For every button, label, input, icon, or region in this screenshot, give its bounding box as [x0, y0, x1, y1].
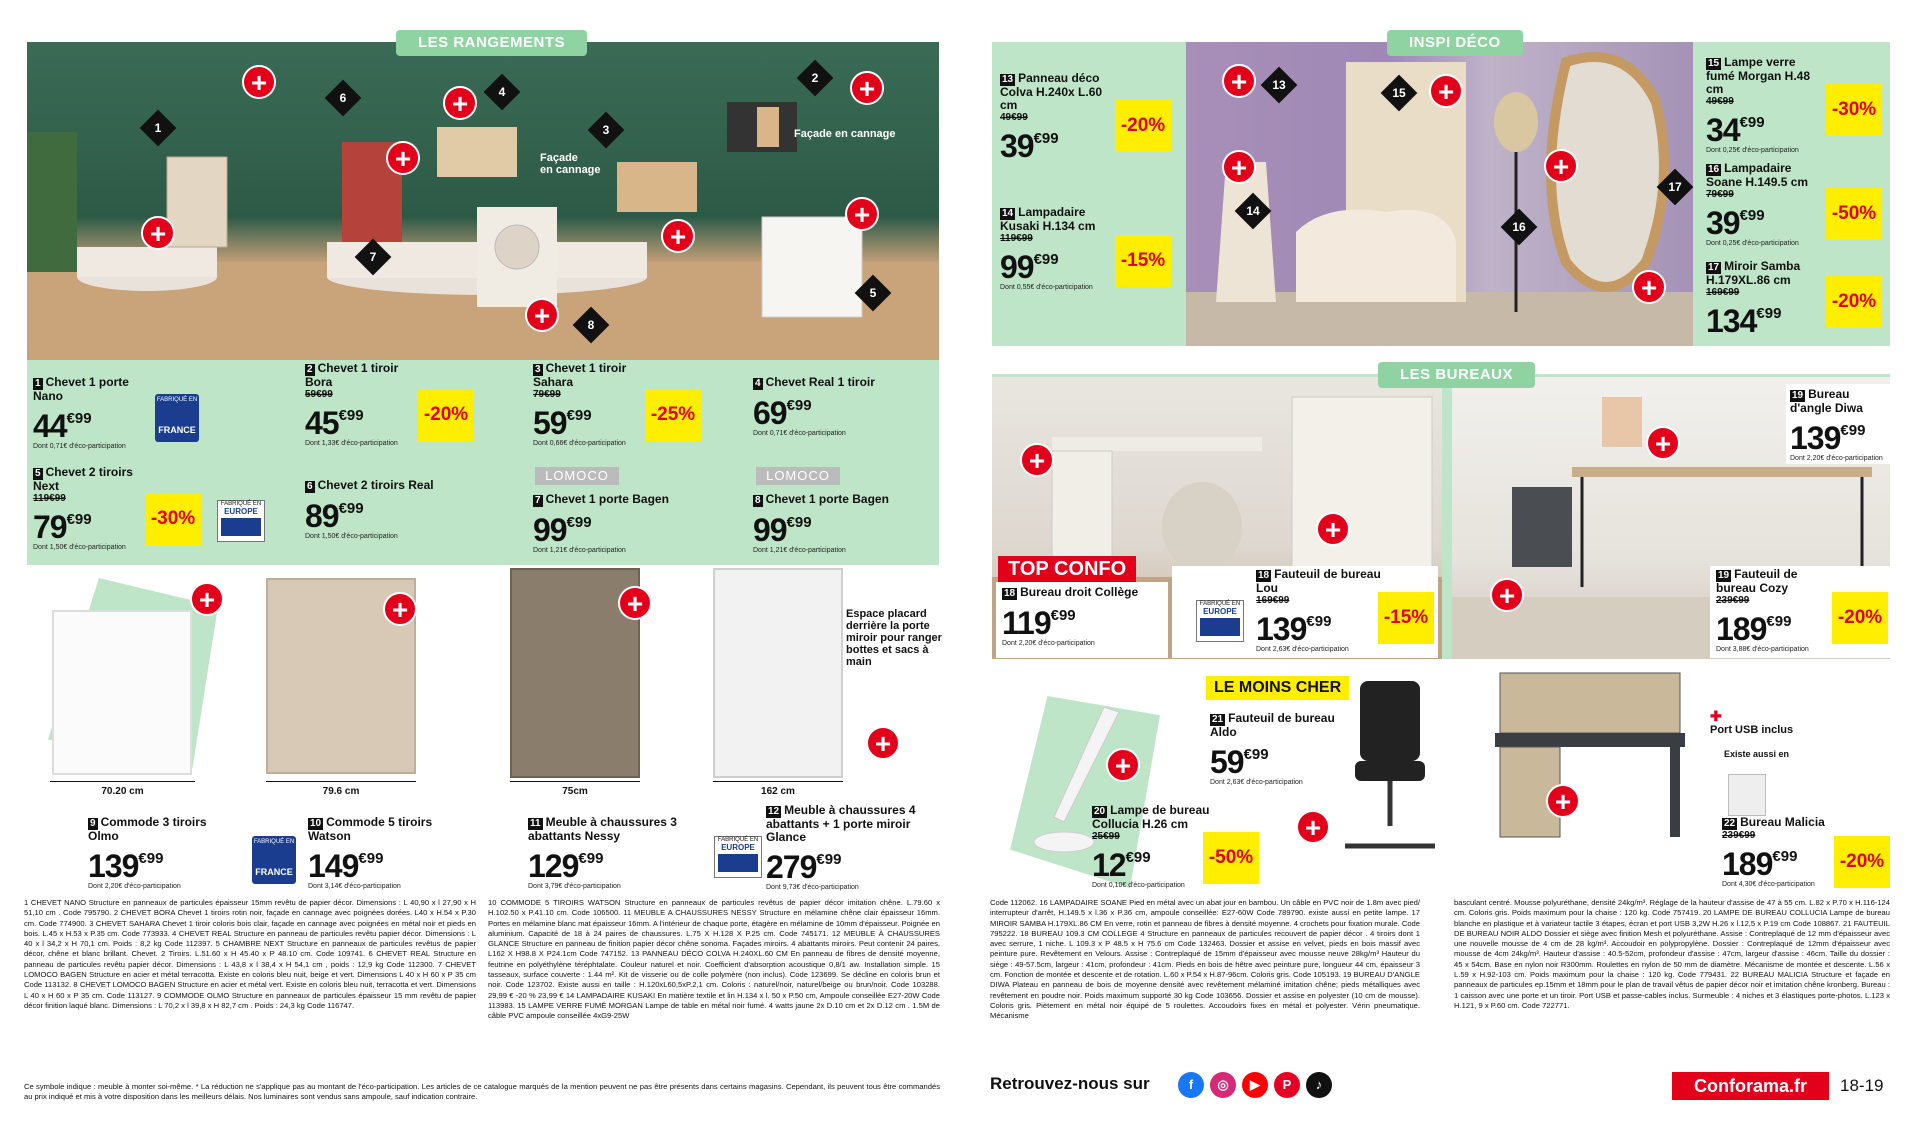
add-button[interactable]: +	[845, 197, 879, 231]
dimension-label: 75cm	[562, 786, 588, 797]
fine-print-left: 1 CHEVET NANO Structure en panneaux de particules épaisseur 15mm revêtu de papier décor. Dimensions : L 40,90 x l 27,90 x H 51,10 cm . Code 795790. 2 CHEVET BORA Chevet 1 tiroirs rotin noir, façade en cannage avec poignées dorées. L40 x H.54 x P.30 cm. Code 774900. 3 CHEVET SAHARA Chevet 1 tiroir coloris bois clair, façade en cannage avec poignées en métal noir et pieds en bois. L.45 x H.53 x P.35 cm. Code 773933. 4 CHEVET REAL Structure en panneau de particules revêtu papier décor. Dimensions : L 40 x l 34,2 x H 70,1 cm. Poids : 8,2 kg Code 112397. 5 CHAMBRE NEXT Structure en panneaux de particules revêtus de papier décor, chêne et blanc brillant. Chevet. 2 Tiroirs. L.51.60 x H 45.40 x P 48.10 cm. Code 109741. 6 CHEVET REAL Structure en panneau de particules revêtu papier décor. Dimensions : L 43,8 x l 38,4 x H 54,1 cm , poids : 12,9 kg Code 112300. 7 CHEVET LOMOCO BAGEN Structure en acier et métal terracotta. Existe en coloris bleu nuit, beige et vert. Dimensions L 40 x H 60 x P 35 cm Code 113132. 8 CHEVET LOMOCO BAGEN Structure en acier et métal vert. Existe en coloris bleu nuit, terracotta et vert. Dimensions L 40 x H 60 x P 35 cm. Code 113127. 9 COMMODE OLMO Structure en panneaux de particules épaisseur 15 mm revêtu de papier décor finition laqué blanc. Dimensions : L 70,2 x l 39,8 x H 82,7 cm . Poids : 24,3 kg Code 116747.	[24, 898, 476, 1010]
made-in-europe-badge: FABRIQUÉ EN EUROPE	[714, 836, 762, 878]
add-button[interactable]: +	[850, 71, 884, 105]
marker-2: 2	[797, 60, 834, 97]
marker-15: 15	[1381, 75, 1418, 112]
discount-badge: -20%	[1834, 836, 1890, 888]
add-button[interactable]: +	[1296, 810, 1330, 844]
placard-note: Espace placard derrière la porte miroir pour ranger bottes et sacs à main	[846, 608, 942, 668]
discount-badge: -20%	[418, 389, 474, 441]
add-button[interactable]: +	[1490, 578, 1524, 612]
product-8: 8 Chevet 1 porte Bagen $99^{€99}$ Dont 1,21€ d'éco-participation	[753, 492, 889, 554]
section-tab-inspi-deco: INSPI DÉCO	[1387, 30, 1523, 56]
section-tab-bureaux: LES BUREAUX	[1378, 362, 1535, 388]
marker-7: 7	[355, 239, 392, 276]
section-tab-rangements: LES RANGEMENTS	[396, 30, 587, 56]
pinterest-icon[interactable]: P	[1274, 1072, 1300, 1098]
instagram-icon[interactable]: ◎	[1210, 1072, 1236, 1098]
right-page	[960, 0, 1920, 1124]
add-button[interactable]: +	[1429, 74, 1463, 108]
marker-16: 16	[1501, 209, 1538, 246]
marker-1: 1	[140, 110, 177, 147]
dimension-line	[50, 781, 195, 782]
product-4: 4 Chevet Real 1 tiroir $69^{€99}$ Dont 0,71€ d'éco-participation	[753, 375, 875, 437]
dimension-line	[510, 781, 640, 782]
discount-badge: -15%	[1115, 235, 1171, 287]
add-button[interactable]: +	[1106, 748, 1140, 782]
dimension-label: 162 cm	[761, 786, 795, 797]
youtube-icon[interactable]: ▶	[1242, 1072, 1268, 1098]
marker-5: 5	[855, 275, 892, 312]
add-button[interactable]: +	[383, 592, 417, 626]
fine-print-middle: 10 COMMODE 5 TIROIRS WATSON Structure en panneaux de particules revêtus de papier décor imitation chêne. L.79.60 x H.102.50 x P.41.10 cm. Code 106500. 11 MEUBLE A CHAUSSURES NESSY Structure en mélamine chêne clair épaisseur 16mm. Portes en mélamine blanc mat épaisseur 16mm. A l'intérieur de chaque porte, étagère en mélamine de 10mm d'épaisseur. Poignée en aluminium. Capacité de 18 à 24 paires de chaussures. L.75 X H.128 X P.25 cm. Code 745171. 12 MEUBLE À CHAUSSURES GLANCE Structure en panneau de finition papier décor chêne sonoma. Façades miroirs. 4 abattants miroirs. Peut contenir 24 paires. L162 X H98.8 X P24.1cm Code 747152. 13 PANNEAU DÉCO COLVA H.240XL.60 CM En panneau de fibres de densité moyenne, feutrine en polyéthylène téréphtalate. Couleur naturel et noir. Coefficient d'absorption acoustique 0,8/1 aw. Installation simple. 15 tasseaux, surface couverte : 1.44 m². Kit de visserie ou de colle polymère (non inclus). Code 123699. Se décline en coloris brun et noir. Code 123702. Existe aussi en taille : H.120xL60,5xP.2,1 cm. Coloris : naturel/noir, naturel/beige ou brun/noir. Code 103288. 29,99 € -20 % 23,99 € 14 LAMPADAIRE KUSAKI En matière textile et lin H.134 x l. 50 x P.50 cm, Ampoule conseillée E27-20W Code 113983. 15 LAMPE VERRE FUMÉ MORGAN Lampe de table en métal noir fumé. 4 watts jaune 2x D.10 cm et 2x D.12 cm . 1.5M de câble PVC ampoule conseillée 4xG9-25W	[488, 898, 940, 1021]
add-button[interactable]: +	[618, 586, 652, 620]
product-5: 5 Chevet 2 tiroirs Next 119€99 $79^{€99}$ Dont 1,50€ d'éco-participation	[33, 465, 133, 551]
marker-4: 4	[484, 74, 521, 111]
add-button[interactable]: +	[386, 141, 420, 175]
existe-note: Existe aussi en	[1724, 749, 1790, 759]
dimension-line	[266, 781, 416, 782]
commode-olmo-image	[52, 610, 192, 775]
usb-note: ✚ Port USB inclus	[1710, 708, 1794, 736]
add-button[interactable]: +	[525, 298, 559, 332]
bureau-malicia-image	[1490, 668, 1690, 848]
marker-3: 3	[588, 112, 625, 149]
product-18-fauteuil: 18 Fauteuil de bureau Lou 169€99 $139^{€99}$ Dont 2,63€ d'éco-participation	[1256, 567, 1381, 653]
discount-badge: -30%	[1826, 84, 1882, 136]
discount-badge: -20%	[1832, 592, 1888, 644]
moins-cher-label: LE MOINS CHER	[1206, 676, 1349, 700]
marker-6: 6	[325, 80, 362, 117]
top-confo-label: TOP CONFO	[998, 556, 1136, 582]
add-button[interactable]: +	[661, 219, 695, 253]
conforama-link[interactable]: Conforama.fr	[1672, 1072, 1829, 1100]
marker-8: 8	[573, 307, 610, 344]
fine-print-right-b: basculant centré. Mousse polyuréthane, densité 24kg/m³. Réglage de la hauteur d'assise de 47 à 55 cm. L.82 x P.70 x H.116-124 cm. Coloris gris. Poids maximum pour la chaise : 120 kg. Code 757419. 20 LAMPE DE BUREAU COLLUCIA Lampe de bureau blanche en plastique et à variateur tactile 3 étapes, écran et port USB 3,2W H.26 x l.12,5 x P.19 cm Code 108867. 21 FAUTEUIL DE BUREAU NOIR ALDO Dossier et siège avec finition Mesh et polyuréthane. Assise : Contreplaqué de 12 mm d'épaisseur avec une nouvelle mousse de 4 cm de 28 kg/m³. Accoudoir en polypropylène. Dossier : Contreplaqué de 12mm d'épaisseur avec mousse de 4cm 24kg/m³. Hauteur d'assise : 40.5-52cm, profondeur d'assise : 47cm, largeur d'assise : 46cm. Taille du dossier : 45 x 54cm. Base en nylon noir R300mm. Roulettes en nylon de 50 mm de diamètre. Mécanisme de montée et descente. L.56 x L.59 x H.92-103 cm. Poids maximum pour la chaise : 120 kg. Code 779431. 22 BUREAU MALICIA Structure et façade en panneaux de particules ep.15mm et 18mm pour le plan de travail vêtus de papier décor noir et imitation chêne kronberg. Bureau : 1 caisson avec une porte et un tiroir. Port USB et passe-cables inclus. Surmeuble : 4 niches et 3 élastiques porte-photos. L.123 x H.121, 9 x P.60 cm. Code 722771.	[1454, 898, 1890, 1010]
product-18-bureau: 18 Bureau droit Collège $119^{€99}$ Dont 2,20€ d'éco-participation	[1002, 585, 1139, 647]
lomoco-logo: LOMOCO	[535, 467, 619, 485]
discount-badge: -50%	[1826, 188, 1882, 240]
marker-13: 13	[1261, 67, 1298, 104]
product-16: 16 Lampadaire Soane H.149.5 cm 79€99 $39^{€99}$ Dont 0,25€ d'éco-participation	[1706, 161, 1809, 247]
product-7: 7 Chevet 1 porte Bagen $99^{€99}$ Dont 1,21€ d'éco-participation	[533, 492, 669, 554]
dimension-line	[713, 781, 843, 782]
product-14: 14 Lampadaire Kusaki H.134 cm 119€99 $99^{€99}$ Dont 0,55€ d'éco-participation	[1000, 205, 1096, 291]
product-19-bureau: 19 Bureau d'angle Diwa $139^{€99}$ Dont 2,20€ d'éco-participation	[1790, 387, 1883, 462]
add-button[interactable]: +	[1632, 270, 1666, 304]
discount-badge: -20%	[1826, 276, 1882, 328]
product-12: 12 Meuble à chaussures 4 abattants + 1 porte miroir Glance $279^{€99}$ Dont 9,73€ d'éco-participation	[766, 803, 916, 891]
add-button[interactable]: +	[1546, 784, 1580, 818]
product-21: 21 Fauteuil de bureau Aldo $59^{€99}$ Dont 2,63€ d'éco-participation	[1210, 711, 1335, 786]
made-in-europe-badge: FABRIQUÉ EN EUROPE	[217, 500, 265, 542]
discount-badge: -50%	[1203, 832, 1259, 884]
product-2: 2 Chevet 1 tiroir Bora 59€99 $45^{€99}$ Dont 1,33€ d'éco-participation	[305, 361, 399, 447]
meuble-glance-image	[713, 568, 843, 778]
photo-note-cannage: Façade en cannage	[540, 152, 601, 176]
marker-17: 17	[1657, 169, 1694, 206]
photo-note-cannage-2: Façade en cannage	[794, 128, 896, 140]
fauteuil-aldo-image	[1330, 676, 1450, 866]
product-17: 17 Miroir Samba H.179XL.86 cm 169€99 $134^{€99}$	[1706, 259, 1801, 339]
facebook-icon[interactable]: f	[1178, 1072, 1204, 1098]
product-13: 13 Panneau déco Colva H.240x L.60 cm 49€99 $39^{€99}$	[1000, 71, 1103, 164]
add-button[interactable]: +	[141, 216, 175, 250]
add-button[interactable]: +	[866, 726, 900, 760]
made-in-france-badge: FABRIQUÉ EN FRANCE	[155, 394, 199, 442]
discount-badge: -20%	[1115, 100, 1171, 152]
tiktok-icon[interactable]: ♪	[1306, 1072, 1332, 1098]
add-button[interactable]: +	[1646, 426, 1680, 460]
product-11: 11 Meuble à chaussures 3 abattants Nessy $129^{€99}$ Dont 3,79€ d'éco-participation	[528, 815, 677, 890]
add-button[interactable]: +	[1020, 443, 1054, 477]
product-6: 6 Chevet 2 tiroirs Real $89^{€99}$ Dont 1,50€ d'éco-participation	[305, 478, 434, 540]
dimension-label: 79.6 cm	[322, 786, 360, 797]
add-button[interactable]: +	[242, 65, 276, 99]
add-button[interactable]: +	[1544, 149, 1578, 183]
lomoco-logo: LOMOCO	[756, 467, 840, 485]
add-button[interactable]: +	[1316, 512, 1350, 546]
product-22: 22 Bureau Malicia 239€99 $189^{€99}$ Dont 4,30€ d'éco-participation	[1722, 815, 1825, 888]
product-15: 15 Lampe verre fumé Morgan H.48 cm 49€99 $34^{€99}$ Dont 0,25€ d'éco-participation	[1706, 55, 1811, 154]
made-in-france-badge: FABRIQUÉ EN FRANCE	[252, 836, 296, 884]
marker-14: 14	[1235, 193, 1272, 230]
product-9: 9 Commode 3 tiroirs Olmo $139^{€99}$ Dont 2,20€ d'éco-participation	[88, 815, 207, 890]
variant-thumbnail[interactable]	[1728, 774, 1766, 816]
add-button[interactable]: +	[190, 582, 224, 616]
made-in-europe-badge: FABRIQUÉ EN EUROPE	[1196, 600, 1244, 642]
add-button[interactable]: +	[1222, 150, 1256, 184]
follow-us-text: Retrouvez-nous sur	[990, 1074, 1150, 1093]
product-20: 20 Lampe de bureau Collucia H.26 cm 25€99 $12^{€99}$ Dont 0,10€ d'éco-participation	[1092, 803, 1210, 889]
product-10: 10 Commode 5 tiroirs Watson $149^{€99}$ Dont 3,14€ d'éco-participation	[308, 815, 433, 890]
product-3: 3 Chevet 1 tiroir Sahara 79€99 $59^{€99}$ Dont 0,66€ d'éco-participation	[533, 361, 627, 447]
product-1: 1 Chevet 1 porte Nano $44^{€99}$ Dont 0,71€ d'éco-participation	[33, 375, 129, 450]
page-number: 18-19	[1840, 1076, 1884, 1095]
discount-badge: -25%	[645, 389, 701, 441]
discount-badge: -15%	[1378, 592, 1434, 644]
fine-print-right-a: Code 112062. 16 LAMPADAIRE SOANE Pied en métal avec un abat jour en bambou. Un câble en PVC noir de 1.8m avec pied/ interrupteur d'arrêt, H.149.5 x l.36 x P.36 cm, ampoule conseillée: E27-60W Code 789790. existe aussi en petite lampe. 17 MIROIR SAMBA H.179XL.86 CM En verre, rotin et panneau de fibres à densité moyenne. 4 crochets pour fixation murale. Code 795222. 18 BUREAU 109.3 CM COLLEGE 4 Structure en panneaux de particules recouvert de papier décor . 4 tiroirs dont 1 avec serrure, 1 niche. L 109.3 x P 48.5 x H 75.6 cm Code 132463. Dossier et assise en velvet, pieds en bois massif avec peinture pure. Revêtement en Velours. Assise : Contreplaqué de 15mm d'épaisseur avec mousse neuve 28kg/m³ Hauteur du siège : 49-57.5cm, largeur : 41cm, profondeur : 41cm. Pieds en bois de hêtre avec peinture pure, longueur 44 cm, épaisseur 3 cm. Fonction de montée et descente et de rotation. L.60 x P.54 x H.87-96cm. Coloris gris. Code 105193. 19 BUREAU D'ANGLE DIWA Plateau en panneau de bois de moyenne densité avec revêtement mélaminé imitation chêne; pieds métalliques avec revêtement en poudre noir. Poids maximum supporté 30 kg Code 103656. Dossier et assise en polyester (10 cm de mousse). Coloris gris. Piètement en métal noir équipé de 5 roulettes. Accoudoirs fixes en métal et polyester. Vérin pneumatique. Mécanisme	[990, 898, 1420, 1021]
dimension-label: 70.20 cm	[101, 786, 144, 797]
discount-badge: -30%	[145, 493, 201, 545]
footer-note: Ce symbole indique : meuble à monter soi-même. * La réduction ne s'applique pas au montant de l'éco-participation. Les articles de ce catalogue marqués de la mention peuvent ne pas être présents dans certains magasins. Cependant, ils peuvent tous être commandés au prix indiqué et mis à votre disposition dans les meilleurs délais. Nos luminaires sont vendus sans ampoule, sauf indication contraire.	[24, 1082, 940, 1102]
add-button[interactable]: +	[443, 86, 477, 120]
product-19-fauteuil: 19 Fauteuil de bureau Cozy 239€99 $189^{€99}$ Dont 3,88€ d'éco-participation	[1716, 567, 1809, 653]
add-button[interactable]: +	[1222, 64, 1256, 98]
